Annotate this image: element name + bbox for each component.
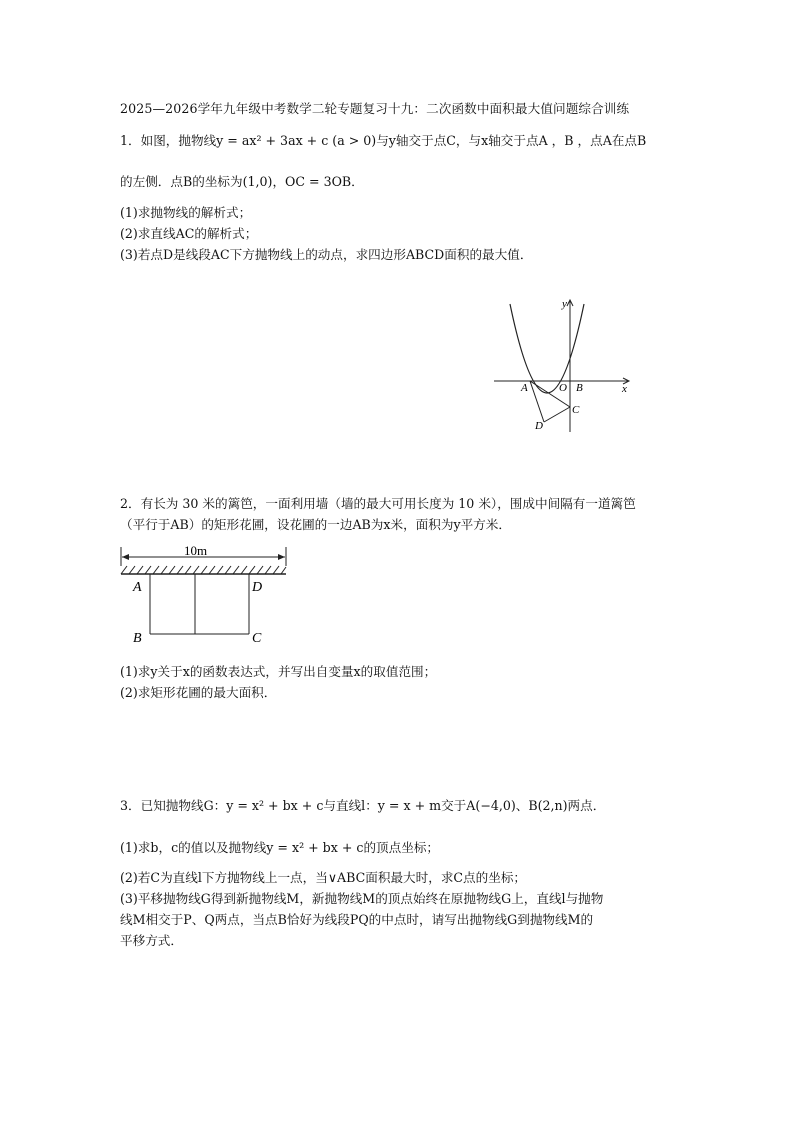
q3-sub3-line2: 线M相交于P、Q两点，当点B恰好为线段PQ的中点时，请写出抛物线G到抛物线M的: [120, 912, 594, 927]
label-x: x: [622, 383, 627, 395]
label-B: B: [133, 631, 142, 646]
q1-sub3: (3)若点D是线段AC下方抛物线上的动点，求四边形ABCD面积的最大值．: [120, 247, 533, 262]
q2-stem-line2: （平行于AB）的矩形花圃，设花圃的一边AB为x米，面积为y平方米．: [120, 517, 511, 532]
label-A: A: [133, 580, 142, 595]
q3-sub3-line3: 平移方式．: [120, 933, 183, 948]
label-O: O: [559, 382, 567, 394]
dimension-arrow-left-icon: [122, 554, 129, 560]
label-C: C: [572, 404, 580, 416]
dimension-arrow-right-icon: [278, 554, 285, 560]
wall-hatching: [121, 566, 286, 574]
label-C: C: [252, 631, 262, 646]
label-A: A: [521, 382, 528, 394]
q1-stem-line1: 1．如图，抛物线y = ax² + 3ax + c (a > 0)与y轴交于点C，与x轴交于点A ，B ，点A在点B: [120, 133, 647, 148]
label-D: D: [252, 580, 263, 595]
label-width: 10m: [184, 544, 208, 558]
segment-DC: [544, 407, 570, 422]
q1-sub1: (1)求抛物线的解析式；: [120, 205, 252, 220]
q3-sub3-line1: (3)平移抛物线G得到新抛物线M，新抛物线M的顶点始终在原抛物线G上，直线l与抛物: [120, 891, 604, 906]
q2-sub1: (1)求y关于x的函数表达式，并写出自变量x的取值范围；: [120, 664, 437, 679]
label-D: D: [535, 420, 543, 432]
q2-sub2: (2)求矩形花圃的最大面积．: [120, 685, 277, 700]
parabola-curve: [510, 304, 584, 393]
page-title: 2025—2026学年九年级中考数学二轮专题复习十九：二次函数中面积最大值问题综合训练: [120, 101, 630, 116]
label-y: y: [562, 298, 567, 310]
label-B: B: [576, 382, 583, 394]
q1-stem-line2: 的左侧．点B的坐标为(1,0)，OC = 3OB．: [120, 174, 364, 189]
q3-stem-line1: 3．已知抛物线G：y = x² + bx + c与直线l：y = x + m交于A(−4,0)、B(2,n)两点．: [120, 798, 606, 813]
q3-sub2: (2)若C为直线l下方抛物线上一点，当∨ABC面积最大时，求C点的坐标；: [120, 870, 527, 885]
q2-garden-figure: [118, 544, 290, 646]
q1-sub2: (2)求直线AC的解析式；: [120, 226, 258, 241]
q3-sub1: (1)求b，c的值以及抛物线y = x² + bx + c的顶点坐标；: [120, 840, 440, 855]
q1-parabola-figure: [490, 294, 640, 434]
q2-stem-line1: 2．有长为 30 米的篱笆，一面利用墙（墙的最大可用长度为 10 米），围成中间隔有一道篱笆: [120, 496, 636, 511]
